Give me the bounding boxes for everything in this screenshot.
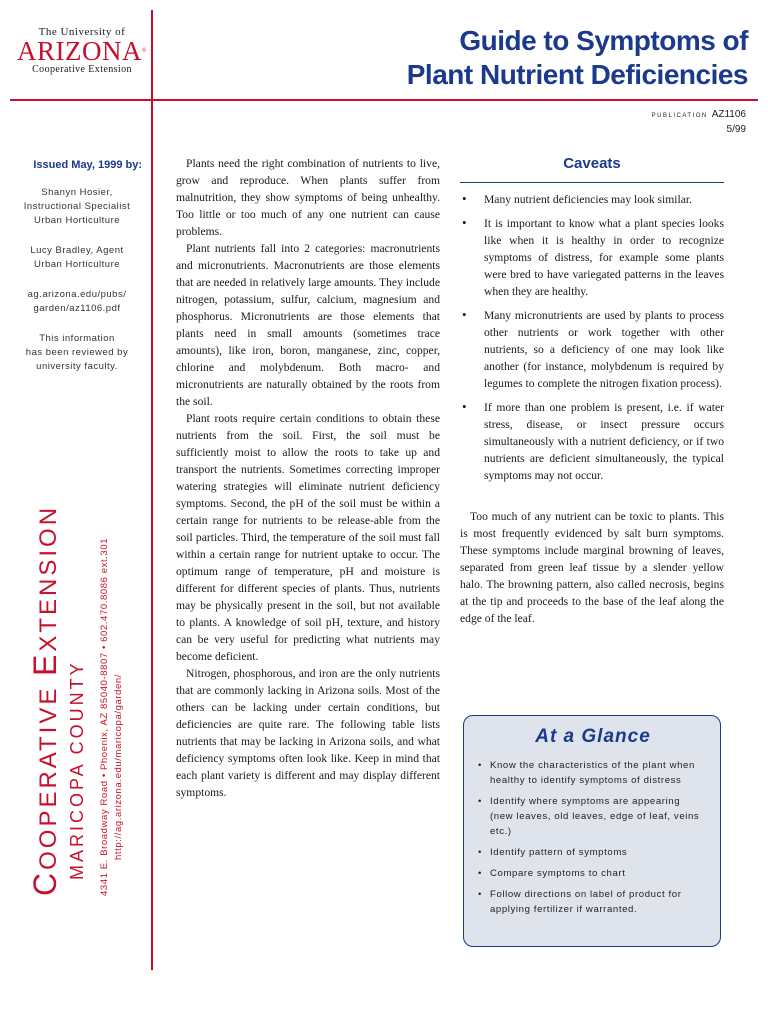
author-2 (12, 244, 142, 272)
caveats-heading: Caveats (563, 155, 621, 172)
county-website-link[interactable]: http://ag.arizona.edu/maricopa/garden/ (113, 674, 124, 860)
heading-cap-c: C (27, 869, 63, 896)
pdf-link-line-1[interactable]: ag.arizona.edu/pubs/ (27, 289, 127, 300)
horizontal-red-rule (10, 99, 758, 101)
caveats-divider (460, 182, 724, 183)
publication-number: AZ1106 (711, 109, 746, 120)
author-1 (12, 186, 142, 228)
author-1-title: Instructional Specialist (23, 201, 131, 212)
caveat-item: • Many nutrient deficiencies may look similar. (460, 191, 724, 208)
author-2-name: Lucy Bradley, Agent (30, 245, 124, 256)
main-body-column (176, 155, 440, 801)
publication-label: PUBLICATION (651, 113, 708, 119)
review-line-1: This information (39, 333, 115, 344)
sidebar-credits (12, 158, 142, 390)
vertical-red-rule (151, 10, 153, 970)
logo-arizona-wordmark (16, 38, 148, 64)
author-2-dept: Urban Horticulture (33, 259, 121, 270)
right-column (460, 155, 724, 627)
caveat-item: • If more than one problem is present, i.e. if water stress, disease, or insect pressure occurs simultaneously with a nutrient deficiency, or if two nutrients are deficient simultaneously, the typical symptoms may not occur. (460, 399, 724, 484)
glance-list (480, 758, 706, 917)
glance-item: • Identify pattern of symptoms (480, 845, 706, 860)
heading-rest-1: OOPERATIVE (35, 675, 62, 870)
review-line-3: university faculty. (36, 361, 118, 372)
publication-info (652, 108, 746, 136)
author-1-name: Shanyn Hosier, (41, 187, 113, 198)
body-paragraph-3: Plant roots require certain conditions to obtain these nutrients from the soil. First, the soil must be sufficiently moist to allow the roots to take up and transport the nutrients. Sometimes correcting improper watering strategies will eliminate nutrient deficiency symptoms. Second, the pH of the soil must be within a certain range for nutrients to be release-able from the soil particles. Third, the temperature of the soil must fall within a certain range for nutrient uptake to occur. The optimum range of temperature, pH and moisture is different for different species of plants. Thus, nutrients may be physically present in the soil, but not available to plants. A knowledge of soil pH, texture, and history can be very useful for predicting what nutrients may become deficient. (176, 412, 440, 663)
publication-date: 5/99 (726, 124, 746, 135)
cooperative-extension-heading (27, 496, 64, 896)
author-1-dept: Urban Horticulture (33, 215, 121, 226)
caveats-list (460, 191, 724, 484)
title-line-2: Plant Nutrient Deficiencies (406, 59, 748, 90)
glance-item: • Compare symptoms to chart (480, 866, 706, 881)
body-paragraph-1: Plants need the right combination of nutrients to live, grow and reproduce. When plants suffer from malnutrition, they show symptoms of being unhealthy. Too little or too much of any one nutrient can cause problems. (176, 157, 440, 238)
page-title (407, 24, 748, 92)
county-name: MARICOPA COUNTY (67, 660, 87, 880)
caveat-item: • It is important to know what a plant species looks like when it is healthy in order to recognize symptoms of distress, for example some plants were bred to have variegated patterns in the leaves when they are healthy. (460, 215, 724, 300)
at-a-glance-box (463, 715, 721, 947)
pdf-link[interactable] (12, 288, 142, 316)
review-line-2: has been reviewed by (25, 347, 129, 358)
heading-rest-2: XTENSION (35, 504, 62, 652)
university-logo (16, 26, 148, 75)
county-extension-vertical-block (27, 496, 140, 896)
registered-mark: ® (141, 48, 148, 54)
logo-line-extension: Cooperative Extension (32, 64, 132, 75)
title-line-1: Guide to Symptoms of (459, 25, 748, 56)
glance-item: • Follow directions on label of product for applying fertilizer if warranted. (480, 887, 706, 917)
body-paragraph-2: Plant nutrients fall into 2 categories: macronutrients and micronutrients. Macronutrients are those elements that are needed in relatively large amounts. They include nitrogen, potassium, sulfur, calcium, magnesium and phosphorus. Micronutrients are those elements that plants need in small amounts (sometimes trace amounts), like iron, boron, manganese, zinc, copper, chlorine and molybdenum. Both macro- and micronutrients are naturally obtained by the roots from the soil. (176, 242, 440, 408)
caveat-item: • Many micronutrients are used by plants to process other nutrients or work together with other nutrients, so a deficiency of one may look like another (for instance, molybdenum is required by legumes to complete the nitrogen fixation process). (460, 307, 724, 392)
body-paragraph-4: Nitrogen, phosphorous, and iron are the only nutrients that are commonly lacking in Arizona soils. Most of the others can be lacking under certain conditions, but deficiencies are quite rare. The following table lists nutrients that may be lacking in Arizona soils, and what deficiency symptoms often look like. Keep in mind that each plant variety is different and may display different symptoms. (176, 667, 440, 799)
glance-item: • Identify where symptoms are appearing (new leaves, old leaves, edge of leaf, veins etc.) (480, 794, 706, 839)
issued-heading: Issued May, 1999 by: (33, 159, 142, 171)
logo-arizona-text: ARIZONA (16, 36, 142, 66)
heading-cap-e: E (27, 651, 63, 676)
review-note (12, 332, 142, 374)
logo-line-university: The University of (38, 26, 126, 38)
glance-item: • Know the characteristics of the plant when healthy to identify symptoms of distress (480, 758, 706, 788)
pdf-link-line-2[interactable]: garden/az1106.pdf (33, 303, 121, 314)
toxicity-paragraph: Too much of any nutrient can be toxic to plants. This is most frequently evidenced by salt burn symptoms. These symptoms include marginal browning of leaves, separated from green leaf tissue by a slender yellow halo. The browning pattern, also called necrosis, begins at the tip and proceeds to the base of the leaf along the edge of the leaf. (460, 510, 724, 625)
glance-heading: At a Glance (535, 726, 651, 747)
office-address: 4341 E. Broadway Road • Phoenix, AZ 85040-8807 • 602.470.8086 ext.301 (99, 537, 110, 896)
